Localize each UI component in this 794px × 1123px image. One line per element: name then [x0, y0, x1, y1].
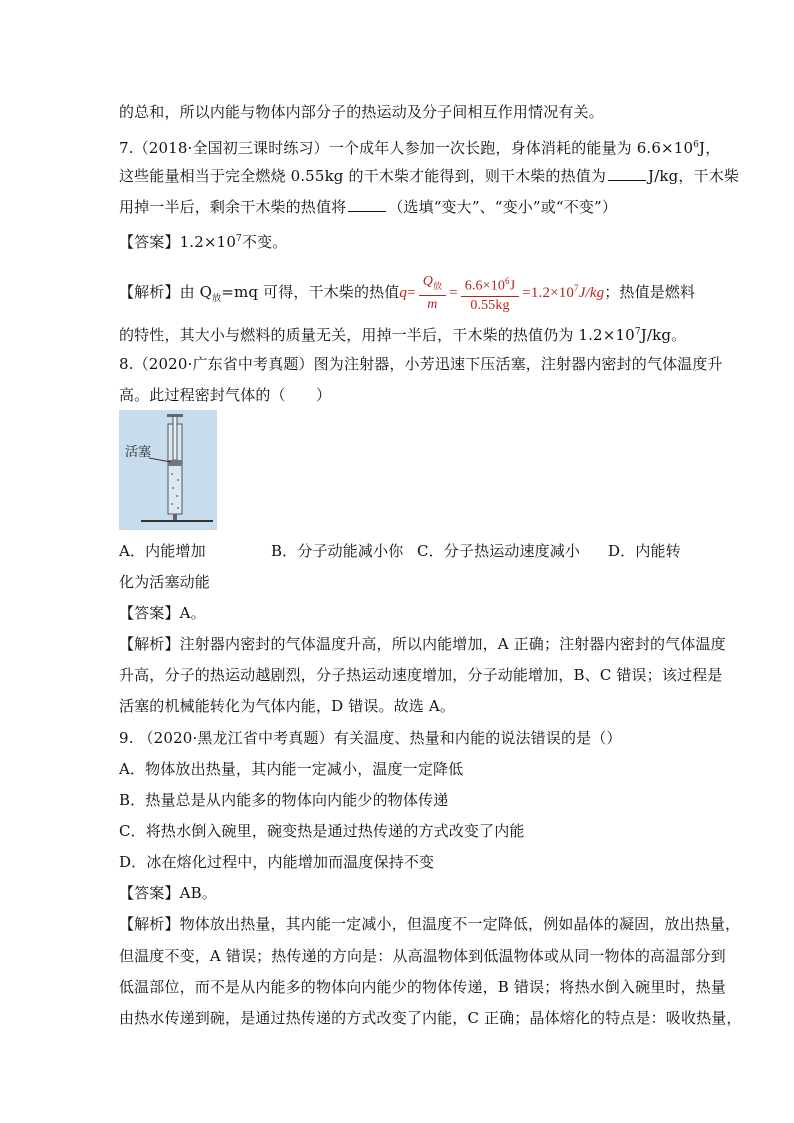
q8-option-d-cont: 化为活塞动能 — [119, 573, 210, 591]
heat-value-formula — [399, 274, 605, 313]
formula-Q-subscript: 放 — [432, 280, 443, 291]
formula-numerator: 6.6×10 — [464, 278, 506, 294]
exponent: 7 — [634, 327, 641, 337]
analysis-text: J/kg。 — [640, 326, 687, 344]
analysis-text: ；热值是燃料 — [604, 283, 696, 301]
formula-equals: = — [407, 285, 416, 301]
answer-text: A。 — [179, 604, 206, 622]
question-7-line-3 — [119, 197, 679, 217]
analysis-label: 【解析】 — [119, 915, 180, 933]
q7-unit: J， — [699, 139, 721, 157]
analysis-text: =mq 可得，干木柴的热值 — [221, 283, 400, 301]
q7-text: 7.（2018·全国初三课时练习）一个成年人参加一次长跑，身体消耗的能量为 6.6×10 — [119, 139, 694, 157]
q9-answer — [119, 883, 679, 903]
q7-text: 用掉一半后，剩余干木柴的热值将 — [119, 198, 347, 216]
q9-analysis-line-1 — [119, 914, 741, 934]
formula-denominator: 0.55kg — [470, 297, 510, 313]
formula-exponent: 6 — [505, 276, 510, 287]
analysis-text: 的特性，其大小与燃料的质量无关，用掉一半后，干木柴的热值仍为 1.2×10 — [119, 326, 635, 344]
formula-unit: J/kg — [578, 285, 605, 301]
q9-option-d[interactable]: D．冰在熔化过程中，内能增加而温度保持不变 — [119, 853, 435, 871]
q7-analysis-line-2 — [119, 322, 687, 345]
q9-option-b[interactable]: B．热量总是从内能多的物体向内能少的物体传递 — [119, 791, 449, 809]
formula-fraction-1 — [419, 273, 446, 314]
q9-analysis-line-2: 但温度不变，A 错误；热传递的方向是：从高温物体到低温物体或从同一物体的高温部分到 — [119, 947, 726, 965]
q8-answer — [119, 603, 679, 623]
analysis-text: 注射器内密封的气体温度升高，所以内能增加，A 正确；注射器内密封的气体温度 — [179, 635, 726, 653]
formula-m: m — [427, 296, 438, 312]
answer-exponent: 7 — [236, 234, 242, 244]
q7-answer — [119, 229, 679, 252]
formula-fraction-2 — [461, 272, 520, 315]
answer-label: 【答案】 — [119, 233, 180, 251]
option-b[interactable]: B．分子动能减小你 — [271, 542, 404, 560]
answer-text: 1.2×10 — [179, 233, 237, 251]
q8-analysis-line-2: 升高，分子的热运动越剧烈，分子热运动速度增加，分子动能增加，B、C 错误；该过程是 — [119, 666, 723, 684]
q9-analysis-line-3: 低温部位，而不是从内能多的物体向内能少的物体传递，B 错误；将热水倒入碗里时，热量 — [119, 978, 726, 996]
text-line: 的总和，所以内能与物体内部分子的热运动及分子间相互作用情况有关。 — [119, 103, 604, 121]
q8-analysis-line-1 — [119, 634, 726, 654]
q9-option-c[interactable]: C．将热水倒入碗里，碗变热是通过热传递的方式改变了内能 — [119, 822, 525, 840]
question-9-line-1: 9. （2020·黑龙江省中考真题）有关温度、热量和内能的说法错误的是（） — [119, 729, 622, 747]
formula-Q: Q — [422, 274, 433, 290]
syringe-figure — [119, 410, 217, 530]
question-7-line-2 — [119, 166, 739, 186]
q7-text: 这些能量相当于完全燃烧 0.55kg 的干木柴才能得到，则干木柴的热值为 — [119, 167, 607, 185]
option-c[interactable]: C．分子热运动速度减小 — [417, 542, 581, 560]
piston-label: 活塞 — [125, 445, 152, 460]
answer-blank-2[interactable] — [348, 197, 386, 212]
formula-equals: = — [449, 285, 458, 301]
answer-label: 【答案】 — [119, 884, 180, 902]
answer-text: 不变。 — [241, 233, 288, 251]
formula-exponent: 7 — [574, 283, 579, 293]
answer-text: AB。 — [179, 884, 217, 902]
analysis-text: 物体放出热量，其内能一定减小，但温度不一定降低，例如晶体的凝固，放出热量， — [179, 915, 741, 933]
q7-analysis-line-1 — [119, 268, 696, 313]
analysis-label: 【解析】 — [119, 635, 180, 653]
q8-analysis-line-3: 活塞的机械能转化为气体内能，D 错误。故选 A。 — [119, 697, 455, 715]
analysis-label: 【解析】 — [119, 283, 180, 301]
q7-text: J/kg，干木柴 — [648, 167, 739, 185]
q9-analysis-line-4: 由热水传递到碗，是通过热传递的方式改变了内能，C 正确；晶体熔化的特点是：吸收热量， — [119, 1009, 742, 1027]
answer-blank-1[interactable] — [608, 166, 646, 181]
answer-label: 【答案】 — [119, 604, 180, 622]
analysis-text: 由 Q — [179, 283, 213, 301]
formula-unit: J — [509, 278, 516, 294]
q7-exponent: 6 — [693, 140, 700, 150]
formula-q: q — [399, 285, 408, 301]
option-d[interactable]: D．内能转 — [608, 542, 681, 560]
subscript: 放 — [212, 294, 222, 304]
formula-result: =1.2×10 — [522, 285, 575, 301]
question-8-line-2: 高。此过程密封气体的（ ） — [119, 386, 332, 404]
question-8-line-1: 8.（2020·广东省中考真题）图为注射器，小芳迅速下压活塞，注射器内密封的气体温度升 — [119, 355, 723, 373]
question-7-line-1 — [119, 135, 721, 158]
q7-text: （选填“变大”、“变小”或“不变”） — [388, 198, 617, 216]
q9-option-a[interactable]: A．物体放出热量，其内能一定减小，温度一定降低 — [119, 760, 464, 778]
option-a[interactable]: A．内能增加 — [119, 542, 206, 560]
